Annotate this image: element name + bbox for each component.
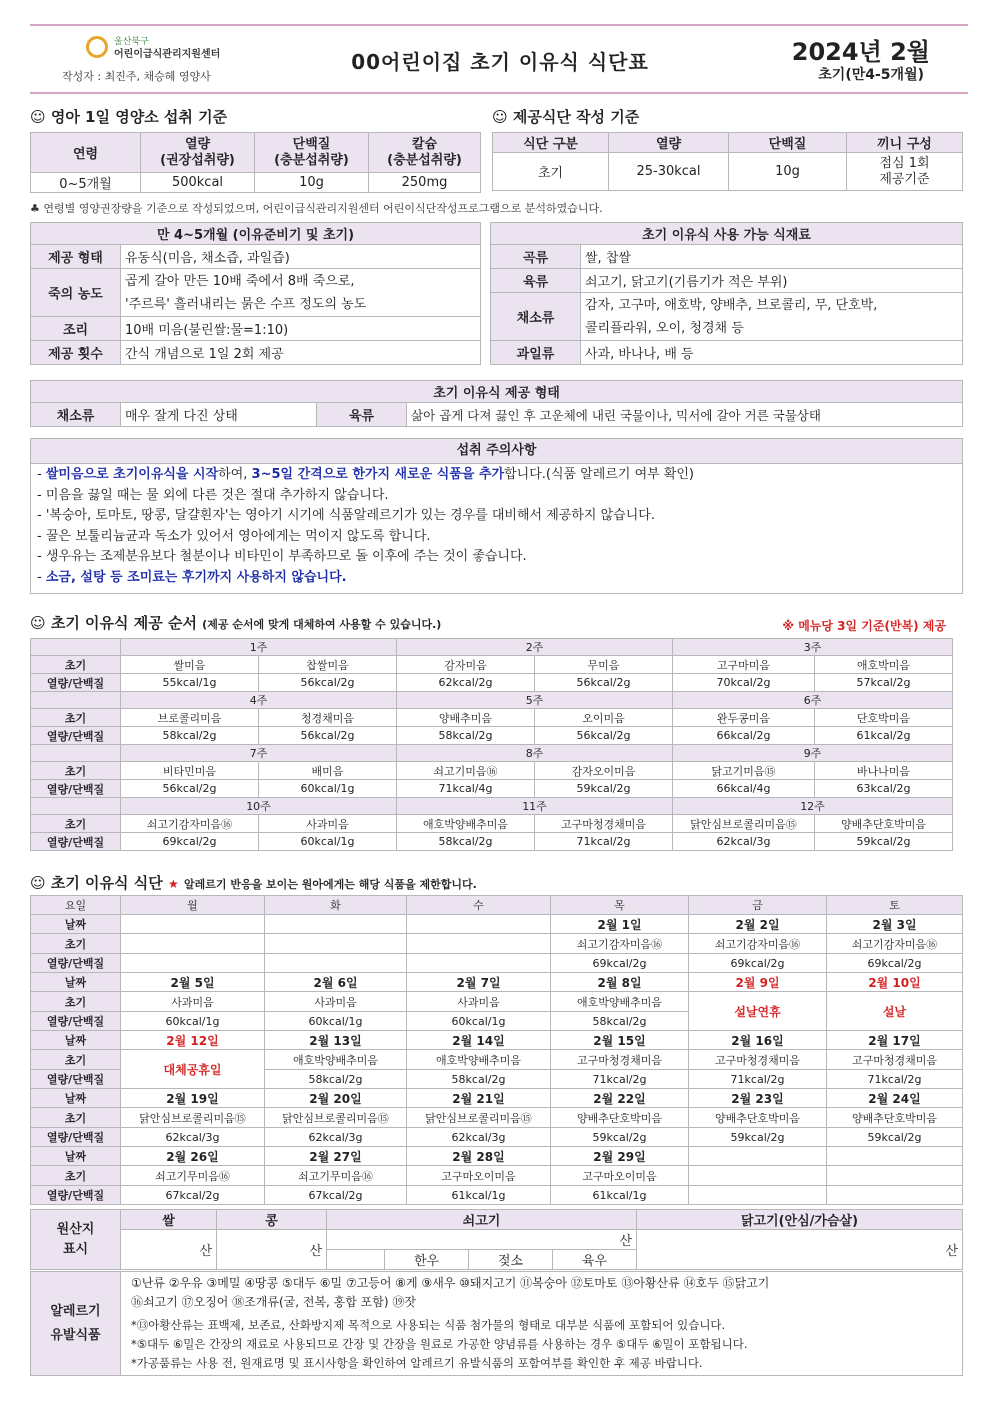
menu-date: 2월 23일 [689,1089,827,1108]
origin-rice-header: 쌀 [121,1210,217,1230]
menu-kcal: 59kcal/2g [689,1128,827,1147]
order-kcal: 66kcal/4g [673,780,815,798]
stage-info-value: 10배 미음(불린쌀:물=1:10) [121,317,481,341]
menu-item: 애호박양배추미음 [551,992,689,1012]
form-label: 육류 [317,403,407,427]
form-title: 초기 이유식 제공 형태 [31,381,963,403]
origin-beef-sub: 젖소 [469,1250,553,1270]
caution-box [30,438,963,594]
origin-beef-sub: 한우 [385,1250,469,1270]
menu-kcal [407,954,551,973]
menu-item: 사과미음 [407,992,551,1012]
stage-info-table [30,222,481,365]
allergy-note: *가공품류는 사용 전, 원재료명 및 표시사항을 확인하여 알레르기 유발식품의 포함여부를 확인한 후 제공 바랍니다. [131,1356,703,1370]
menu-day-header: 화 [265,896,407,915]
criteria-cell: 10g [729,153,847,191]
menu-kcal: 59kcal/2g [827,1128,963,1147]
order-kcal: 71kcal/4g [397,780,535,798]
stage-info-label: 조리 [31,317,121,341]
menu-date: 2월 6일 [265,973,407,992]
menu-kcal: 69kcal/2g [689,954,827,973]
order-menu: 감자미음 [397,656,535,674]
allergy-note: *⑬아황산류는 표백제, 보존료, 산화방지제 목적으로 사용되는 식품 첨가물의 형태로 대부분 식품에 포함되어 있습니다. [131,1318,726,1332]
menu-kcal: 71kcal/2g [689,1070,827,1089]
menu-date: 2월 1일 [551,915,689,934]
menu-date: 2월 26일 [121,1147,265,1166]
menu-item: 양배추단호박미음 [551,1108,689,1128]
menu-item: 닭안심브로콜리미음⑮ [265,1108,407,1128]
menu-day-header: 목 [551,896,689,915]
order-menu: 사과미음 [259,815,397,833]
menu-item: 닭안심브로콜리미음⑮ [407,1108,551,1128]
header-rule [30,92,968,94]
ingredients-title: 초기 이유식 사용 가능 식재료 [491,223,963,245]
order-kcal: 58kcal/2g [121,727,259,745]
stage-info-value: 곱게 갈아 만든 10배 죽에서 8배 죽으로, '주르륵' 흘러내리는 묽은 수프 정도의 농도 [121,269,481,317]
menu-item [827,1166,963,1186]
order-kcal: 62kcal/3g [673,833,815,851]
origin-label: 원산지 표시 [31,1210,121,1270]
nutrient-cell: 500kcal [141,173,255,193]
form-value: 매우 잘게 다진 상태 [121,403,317,427]
menu-date: 2월 5일 [121,973,265,992]
order-kcal: 60kcal/1g [259,833,397,851]
order-week-header: 6주 [673,692,953,709]
menu-item: 고구마청경채미음 [689,1050,827,1070]
nutrient-note: ♣ 연령별 영양권장량을 기준으로 작성되었으며, 어린이급식관리지원센터 어린이식단작성프로그램으로 분석하였습니다. [30,202,603,215]
order-week-blank [31,639,121,656]
menu-row-label: 열량/단백질 [31,1012,121,1031]
menu-item: 사과미음 [121,992,265,1012]
order-row-label: 열량/단백질 [31,674,121,692]
menu-row-label: 초기 [31,1108,121,1128]
ingredients-table [490,222,963,365]
caution-line: - 생우유는 조제분유보다 철분이나 비타민이 부족하므로 돌 이후에 주는 것이 좋습니다. [37,549,527,564]
menu-item: 애호박양배추미음 [265,1050,407,1070]
menu-date: 2월 28일 [407,1147,551,1166]
order-row-label: 초기 [31,762,121,780]
menu-kcal: 69kcal/2g [827,954,963,973]
menu-date: 2월 20일 [265,1089,407,1108]
menu-day-header: 수 [407,896,551,915]
order-table [30,638,953,851]
ingredients-value: 사과, 바나나, 배 등 [581,341,963,365]
order-menu: 청경채미음 [259,709,397,727]
star-icon: ★ [167,877,179,891]
nutrient-section-title: ☺ 영아 1일 영양소 섭취 기준 [30,108,228,126]
menu-date: 2월 14일 [407,1031,551,1050]
order-menu: 쌀미음 [121,656,259,674]
origin-beef-header: 쇠고기 [327,1210,637,1230]
criteria-header: 단백질 [729,133,847,153]
order-menu: 고구마청경채미음 [535,815,673,833]
menu-item [121,934,265,954]
menu-day-header: 요일 [31,896,121,915]
order-week-header: 10주 [121,798,397,815]
menu-date: 2월 15일 [551,1031,689,1050]
nutrient-cell: 250mg [369,173,481,193]
menu-item: 닭안심브로콜리미음⑮ [121,1108,265,1128]
stage-info-value: 간식 개념으로 1일 2회 제공 [121,341,481,365]
order-kcal: 61kcal/2g [815,727,953,745]
caution-line: - 미음을 끓일 때는 물 외에 다른 것은 절대 추가하지 않습니다. [37,487,389,503]
menu-kcal [689,1186,827,1205]
menu-kcal: 71kcal/2g [551,1070,689,1089]
form-value: 삶아 곱게 다져 끓인 후 고운체에 내린 국물이나, 믹서에 갈아 거른 국물상태 [407,403,963,427]
ingredients-label: 곡류 [491,245,581,269]
order-menu: 무미음 [535,656,673,674]
nutrient-header: 칼슘 (충분섭취량) [369,133,481,173]
menu-kcal: 62kcal/3g [121,1128,265,1147]
allergy-line: ①난류 ②우유 ③메밀 ④땅콩 ⑤대두 ⑥밀 ⑦고등어 ⑧게 ⑨새우 ⑩돼지고기 ⑪복숭아 ⑫토마토 ⑬아황산류 ⑭호두 ⑮닭고기 [131,1276,770,1290]
order-menu: 비타민미음 [121,762,259,780]
stage-info-label: 제공 횟수 [31,341,121,365]
order-week-blank [31,745,121,762]
caution-title: 섭취 주의사항 [31,439,962,464]
menu-kcal: 58kcal/2g [265,1070,407,1089]
page-title: 00어린이집 초기 이유식 식단표 [351,50,649,74]
criteria-header: 끼니 구성 [847,133,963,153]
stage-info-label: 죽의 농도 [31,269,121,317]
order-menu: 바나나미음 [815,762,953,780]
menu-kcal: 60kcal/1g [265,1012,407,1031]
ingredients-value: 쇠고기, 닭고기(기름기가 적은 부위) [581,269,963,293]
order-menu: 배미음 [259,762,397,780]
menu-kcal: 58kcal/2g [407,1070,551,1089]
criteria-cell: 25-30kcal [609,153,729,191]
stage-info-title: 만 4~5개월 (이유준비기 및 초기) [31,223,481,245]
origin-beef-sub: 육우 [553,1250,637,1270]
allergy-note: *⑤대두 ⑥밀은 간장의 재료로 사용되므로 간장 및 간장을 원료로 가공한 양념류를 사용하는 경우 ⑤대두 ⑥밀이 포함됩니다. [131,1337,748,1351]
criteria-header: 식단 구분 [493,133,609,153]
menu-date: 2월 24일 [827,1089,963,1108]
order-kcal: 59kcal/2g [535,780,673,798]
order-row-label: 초기 [31,656,121,674]
menu-kcal: 69kcal/2g [551,954,689,973]
ingredients-value: 감자, 고구마, 애호박, 양배추, 브로콜리, 무, 단호박, 콜리플라워, 오이, 청경채 등 [581,293,963,341]
order-week-header: 5주 [397,692,673,709]
menu-item: 고구마청경채미음 [551,1050,689,1070]
menu-holiday: 설날연휴 [689,992,827,1031]
nutrient-cell: 10g [255,173,369,193]
menu-kcal: 60kcal/1g [407,1012,551,1031]
order-row-label: 열량/단백질 [31,833,121,851]
menu-item: 쇠고기무미음⑯ [265,1166,407,1186]
menu-kcal: 60kcal/1g [121,1012,265,1031]
origin-table [30,1209,963,1270]
origin-bean-header: 콩 [217,1210,327,1230]
origin-beef-blank [327,1250,385,1270]
menu-kcal: 58kcal/2g [551,1012,689,1031]
menu-item: 고구마청경채미음 [827,1050,963,1070]
menu-kcal [121,954,265,973]
order-kcal: 55kcal/1g [121,674,259,692]
order-row-label: 초기 [31,709,121,727]
nutrient-header: 단백질 (충분섭취량) [255,133,369,173]
menu-row-label: 날짜 [31,1147,121,1166]
ingredients-value: 쌀, 찹쌀 [581,245,963,269]
menu-date: 2월 27일 [265,1147,407,1166]
menu-item [265,934,407,954]
menu-item: 쇠고기감자미음⑯ [827,934,963,954]
criteria-table [492,132,963,191]
order-week-header: 11주 [397,798,673,815]
menu-date: 2월 3일 [827,915,963,934]
menu-date: 2월 12일 [121,1031,265,1050]
order-menu: 닭고기미음⑮ [673,762,815,780]
menu-item: 고구마오이미음 [551,1166,689,1186]
menu-row-label: 날짜 [31,915,121,934]
nutrient-cell: 0~5개월 [31,173,141,193]
order-week-blank [31,798,121,815]
menu-kcal [827,1186,963,1205]
order-menu: 양배추미음 [397,709,535,727]
order-kcal: 60kcal/1g [259,780,397,798]
menu-date: 2월 17일 [827,1031,963,1050]
menu-holiday: 설날 [827,992,963,1031]
allergy-content [121,1272,963,1376]
caution-line: - '복숭아, 토마토, 땅콩, 달걀흰자'는 영아기 시기에 식품알레르기가 있는 경우를 대비해서 제공하지 않습니다. [37,508,655,523]
menu-day-header: 월 [121,896,265,915]
origin-chicken-value: 산 [637,1230,963,1270]
order-kcal: 58kcal/2g [397,833,535,851]
order-kcal: 56kcal/2g [259,674,397,692]
order-week-header: 7주 [121,745,397,762]
menu-row-label: 열량/단백질 [31,1128,121,1147]
menu-kcal: 62kcal/3g [407,1128,551,1147]
menu-date: 2월 7일 [407,973,551,992]
order-week-header: 3주 [673,639,953,656]
ingredients-label: 과일류 [491,341,581,365]
menu-row-label: 초기 [31,992,121,1012]
order-menu: 완두콩미음 [673,709,815,727]
menu-row-label: 날짜 [31,973,121,992]
menu-item: 사과미음 [265,992,407,1012]
menu-item [689,1166,827,1186]
menu-kcal: 59kcal/2g [551,1128,689,1147]
order-menu: 애호박양배추미음 [397,815,535,833]
order-kcal: 56kcal/2g [535,727,673,745]
menu-item: 양배추단호박미음 [689,1108,827,1128]
menu-date: 2월 19일 [121,1089,265,1108]
order-kcal: 58kcal/2g [397,727,535,745]
origin-rice-value: 산 [121,1230,217,1270]
order-kcal: 59kcal/2g [815,833,953,851]
order-menu: 고구마미음 [673,656,815,674]
stage-info-value: 유동식(미음, 채소즙, 과일즙) [121,245,481,269]
order-kcal: 56kcal/2g [121,780,259,798]
order-kcal: 70kcal/2g [673,674,815,692]
menu-table [30,895,963,1205]
origin-chicken-header: 닭고기(안심/가슴살) [637,1210,963,1230]
menu-kcal: 61kcal/1g [551,1186,689,1205]
caution-line: - 쌀미음으로 초기이유식을 시작하여, 3~5일 간격으로 한가지 새로운 식품을 추가합니다.(식품 알레르기 여부 확인) [37,467,695,482]
nutrient-header: 열량 (권장섭취량) [141,133,255,173]
menu-row-label: 초기 [31,1166,121,1186]
menu-section-title: ☺ 초기 이유식 식단 ★ 알레르기 반응을 보이는 원아에게는 해당 식품을 제한합니다. [30,874,477,892]
menu-row-label: 열량/단백질 [31,954,121,973]
order-row-label: 열량/단백질 [31,780,121,798]
origin-beef-value: 산 [327,1230,637,1250]
order-week-header: 12주 [673,798,953,815]
order-menu: 찹쌀미음 [259,656,397,674]
criteria-header: 열량 [609,133,729,153]
menu-kcal: 61kcal/1g [407,1186,551,1205]
order-kcal: 69kcal/2g [121,833,259,851]
order-kcal: 62kcal/2g [397,674,535,692]
menu-row-label: 날짜 [31,1031,121,1050]
menu-item: 양배추단호박미음 [827,1108,963,1128]
order-kcal: 57kcal/2g [815,674,953,692]
menu-date: 2월 16일 [689,1031,827,1050]
origin-bean-value: 산 [217,1230,327,1270]
menu-date [121,915,265,934]
ingredients-label: 채소류 [491,293,581,341]
nutrient-header: 연령 [31,133,141,173]
order-row-label: 열량/단백질 [31,727,121,745]
order-menu: 양배추단호박미음 [815,815,953,833]
author: 작성자 : 최진주, 채승혜 영양사 [62,70,211,83]
criteria-cell: 점심 1회 제공기준 [847,153,963,191]
menu-item: 쇠고기무미음⑯ [121,1166,265,1186]
menu-date: 2월 29일 [551,1147,689,1166]
menu-row-label: 초기 [31,1050,121,1070]
menu-date: 2월 13일 [265,1031,407,1050]
ingredients-label: 육류 [491,269,581,293]
logo-line1: 울산북구 [114,37,149,47]
menu-day-header: 금 [689,896,827,915]
menu-date: 2월 2일 [689,915,827,934]
order-kcal: 66kcal/2g [673,727,815,745]
order-menu: 단호박미음 [815,709,953,727]
menu-kcal: 62kcal/3g [265,1128,407,1147]
allergy-table [30,1271,963,1376]
caution-line: - 소금, 설탕 등 조미료는 후기까지 사용하지 않습니다. [37,569,347,585]
menu-date: 2월 10일 [827,973,963,992]
menu-row-label: 열량/단백질 [31,1070,121,1089]
menu-kcal: 67kcal/2g [121,1186,265,1205]
menu-row-label: 초기 [31,934,121,954]
menu-date: 2월 8일 [551,973,689,992]
order-week-header: 1주 [121,639,397,656]
menu-item: 쇠고기감자미음⑯ [689,934,827,954]
menu-item: 고구마오이미음 [407,1166,551,1186]
stage-info-label: 제공 형태 [31,245,121,269]
menu-row-label: 열량/단백질 [31,1186,121,1205]
order-week-header: 4주 [121,692,397,709]
menu-date: 2월 9일 [689,973,827,992]
order-week-header: 8주 [397,745,673,762]
menu-kcal: 71kcal/2g [827,1070,963,1089]
nutrient-table [30,132,481,193]
menu-holiday: 대체공휴일 [121,1050,265,1089]
allergy-line: ⑯쇠고기 ⑰오징어 ⑱조개류(굴, 전복, 홍합 포함) ⑲잣 [131,1295,416,1309]
date-title: 2024년 2월 [791,38,930,66]
form-table [30,380,963,427]
menu-day-header: 토 [827,896,963,915]
criteria-section-title: ☺ 제공식단 작성 기준 [492,108,640,126]
order-menu: 애호박미음 [815,656,953,674]
top-rule [30,24,968,26]
order-menu: 오이미음 [535,709,673,727]
order-kcal: 63kcal/2g [815,780,953,798]
menu-date [827,1147,963,1166]
stage-subtitle: 초기(만4-5개월) [818,67,924,83]
form-label: 채소류 [31,403,121,427]
menu-date [689,1147,827,1166]
menu-item: 쇠고기감자미음⑯ [551,934,689,954]
order-kcal: 56kcal/2g [535,674,673,692]
menu-date: 2월 22일 [551,1089,689,1108]
caution-line: - 꿀은 보툴리늄균과 독소가 있어서 영아에게는 먹이지 않도록 합니다. [37,528,431,544]
order-week-blank [31,692,121,709]
criteria-cell: 초기 [493,153,609,191]
menu-item: 애호박양배추미음 [407,1050,551,1070]
order-week-header: 9주 [673,745,953,762]
menu-date [265,915,407,934]
order-menu: 닭안심브로콜리미음⑮ [673,815,815,833]
order-row-label: 초기 [31,815,121,833]
menu-date: 2월 21일 [407,1089,551,1108]
order-section-title: ☺ 초기 이유식 제공 순서 (제공 순서에 맞게 대체하여 사용할 수 있습니다.) [30,614,442,632]
order-menu: 쇠고기미음⑯ [397,762,535,780]
menu-item [407,934,551,954]
order-kcal: 56kcal/2g [259,727,397,745]
order-menu: 감자오이미음 [535,762,673,780]
menu-row-label: 날짜 [31,1089,121,1108]
order-week-header: 2주 [397,639,673,656]
logo-line2: 어린이급식관리지원센터 [114,49,221,60]
order-kcal: 71kcal/2g [535,833,673,851]
allergy-label: 알레르기 유발식품 [31,1272,121,1376]
order-menu: 브로콜리미음 [121,709,259,727]
order-note: ※ 메뉴당 3일 기준(반복) 제공 [782,619,946,633]
menu-date [407,915,551,934]
menu-kcal [265,954,407,973]
menu-kcal: 67kcal/2g [265,1186,407,1205]
order-menu: 쇠고기감자미음⑯ [121,815,259,833]
